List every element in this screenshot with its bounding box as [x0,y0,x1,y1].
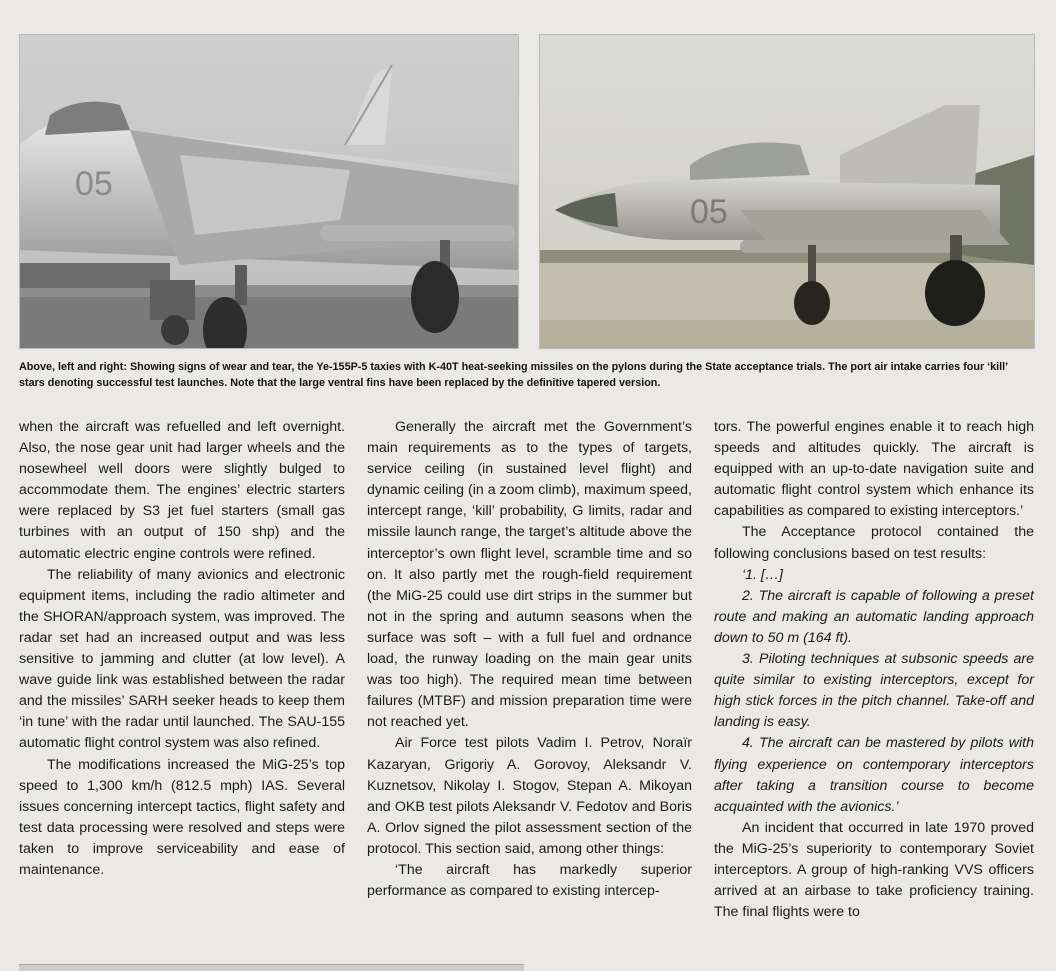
text-column-2 [367,417,692,902]
photo-left-ye155p5 [19,34,519,349]
paragraph: tors. The powerful engines enable it to reach high speeds and altitudes quickly. The aircraft is equipped with an up-to-date navigation suite and automatic flight control system which enhance its capabilities as compared to existing interceptors.’ [714,419,1034,520]
paragraph: ‘The aircraft has markedly superior performance as compared to existing intercep- [367,861,692,900]
paragraph: The reliability of many avionics and electronic equipment items, including the radio altimeter and the SHORAN/approach system, was improved. The radar set had an increased output and was less sensitive to jamming and clutter (at low level). A wave guide link was established between the radar and the missiles’ SARH seeker heads to keep them ‘in tune’ with the radar until launched. The SAU-155 automatic flight control system was also refined. [19,566,345,752]
paragraph: An incident that occurred in late 1970 proved the MiG-25’s superiority to contemporary Soviet interceptors. A group of high-ranking VVS officers arrived at an airbase to take proficiency training. The final flights were to [714,819,1034,921]
paragraph: Air Force test pilots Vadim I. Petrov, Noraïr Kazaryan, Grigoriy A. Gorovoy, Aleksandr V. Kuznetsov, Nikolay I. Stogov, Stepan A. Mikoyan and OKB test pilots Aleksandr V. Fedotov and Boris A. Orlov signed the pilot assessment section of the protocol. This section said, among other things: [367,735,692,857]
quote-item: ‘1. […] [742,566,783,583]
paragraph: when the aircraft was refuelled and left overnight. Also, the nose gear unit had larger wheels and the nosewheel well doors were slightly bulged to accommodate them. The engines’ electric starters were replaced by S3 jet fuel starters (small gas turbines with an output of 150 shp) and the automatic electric engine controls were refined. [19,419,345,562]
paragraph: Generally the aircraft met the Government’s main requirements as to the types of targets, service ceiling (in sustained level flight) and dynamic ceiling (in a zoom climb), maximum speed, intercept range, ‘kill’ probability, G limits, radar and missile launch range, the target’s altitude above the interceptor’s own flight level, scramble time and so on. It also partly met the rough-field requirement (the MiG-25 could use dirt strips in the summer but not in the spring and autumn seasons when the surface was soft – with a full fuel and ordnance load, the runway loading on the main gear units was too high). The required mean time between failures (MTBF) and mission preparation time were not reached yet. [367,419,692,731]
quote-item: 2. The aircraft is capable of following a preset route and making an automatic landing approach down to 50 m (164 ft). [714,587,1034,646]
quote-item: 4. The aircraft can be mastered by pilots with flying experience on contemporary interceptors after taking a transition course to become acquainted with the avionics.’ [714,735,1034,815]
paragraph: The Acceptance protocol contained the following conclusions based on test results: [714,524,1034,562]
text-column-1 [19,417,345,881]
paragraph: The modifications increased the MiG-25’s top speed to 1,300 km/h (812.5 mph) IAS. Several issues concerning intercept tactics, flight safety and test data processing were resolved and steps were taken to improve serviceability and ease of maintenance. [19,756,345,878]
left-nose-number: 05 [75,165,113,203]
photo-caption: Above, left and right: Showing signs of wear and tear, the Ye-155P-5 taxies with K-40T heat-seeking missiles on the pylons during the State acceptance trials. The port air intake carries four ‘kill’ stars denoting successful test launches. Note that the large ventral fins have been replaced by the definitive tapered version. [19,361,1008,389]
photo-right-ye155p5 [539,34,1035,349]
quote-item: 3. Piloting techniques at subsonic speeds are quite similar to existing interceptors, except for high stick forces in the pitch channel. Take-off and landing is easy. [714,651,1034,731]
text-column-3 [714,417,1034,923]
right-nose-number: 05 [690,193,728,231]
